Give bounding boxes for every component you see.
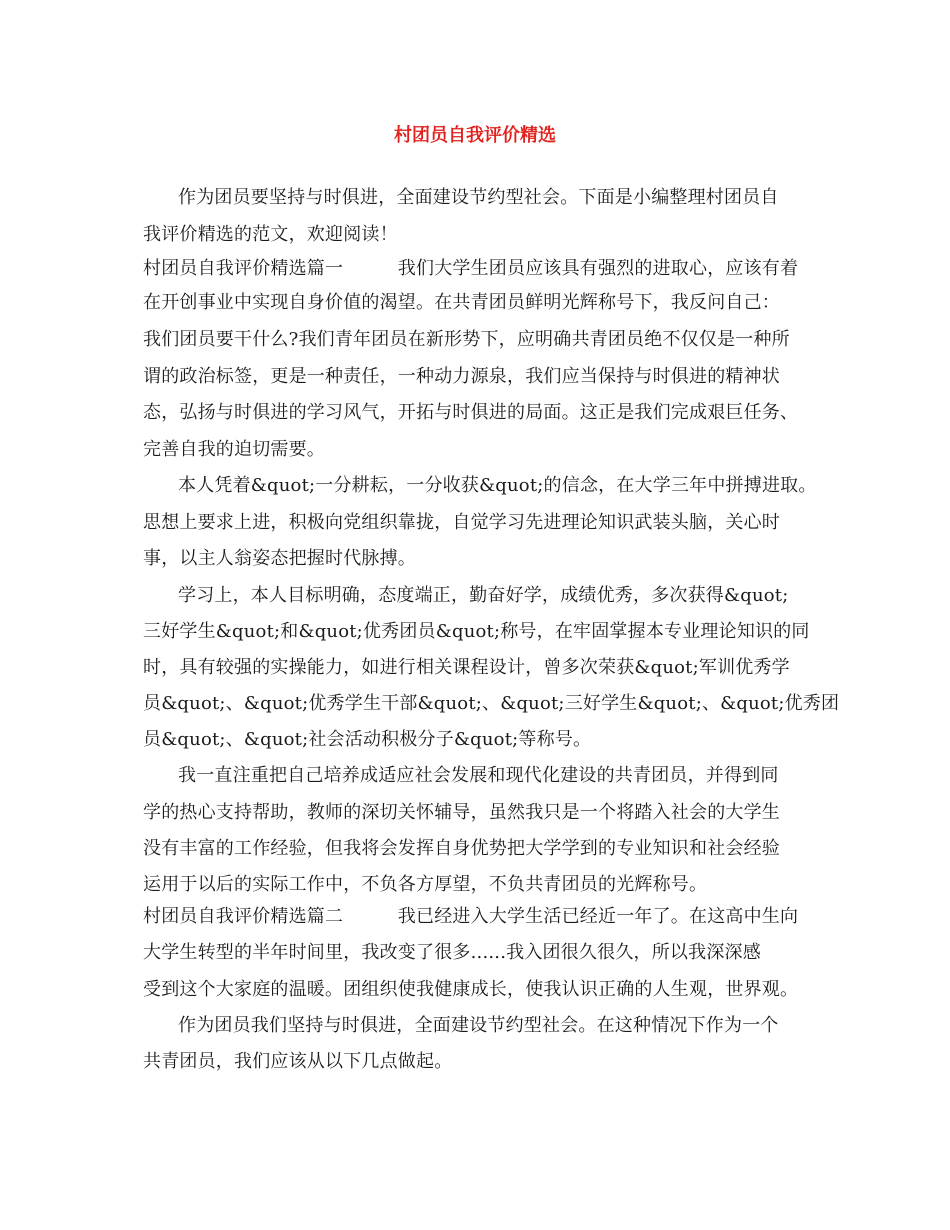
paragraph-line: 大学生转型的半年时间里，我改变了很多......我入团很久很久，所以我深深感 xyxy=(143,942,761,963)
paragraph-line: 事，以主人翁姿态把握时代脉搏。 xyxy=(143,548,416,569)
paragraph-line: 谓的政治标签，更是一种责任，一种动力源泉，我们应当保持与时俱进的精神状 xyxy=(143,366,780,387)
paragraph-line: 学习上，本人目标明确，态度端正，勤奋好学，成绩优秀，多次获得&quot; xyxy=(178,585,789,606)
paragraph-line: 态，弘扬与时俱进的学习风气，开拓与时俱进的局面。这正是我们完成艰巨任务、 xyxy=(143,402,799,423)
paragraph-line: 思想上要求上进，积极向党组织靠拢，自觉学习先进理论知识武装头脑，关心时 xyxy=(143,512,780,533)
document-title: 村团员自我评价精选 xyxy=(394,125,556,146)
paragraph-line: 员&quot;、&quot;社会活动积极分子&quot;等称号。 xyxy=(143,729,592,750)
paragraph-line: 三好学生&quot;和&quot;优秀团员&quot;称号，在牢固掌握本专业理论知识的同 xyxy=(143,621,810,642)
paragraph-line: 员&quot;、&quot;优秀学生干部&quot;、&quot;三好学生&quot;、&quot;优秀团 xyxy=(143,693,840,714)
section-heading-line: 村团员自我评价精选篇二 我已经进入大学生活已经近一年了。在这高中生向 xyxy=(143,906,799,927)
paragraph-line: 时，具有较强的实操能力，如进行相关课程设计，曾多次荣获&quot;军训优秀学 xyxy=(143,657,790,678)
paragraph-line: 共青团员，我们应该从以下几点做起。 xyxy=(143,1051,453,1072)
paragraph-line: 作为团员要坚持与时俱进，全面建设节约型社会。下面是小编整理村团员自 xyxy=(178,187,779,208)
paragraph-line: 我们团员要干什么?我们青年团员在新形势下，应明确共青团员绝不仅仅是一种所 xyxy=(143,329,790,350)
section-heading-line: 村团员自我评价精选篇一 我们大学生团员应该具有强烈的进取心，应该有着 xyxy=(143,258,799,279)
paragraph-line: 没有丰富的工作经验，但我将会发挥自身优势把大学学到的专业知识和社会经验 xyxy=(143,838,780,859)
paragraph-line: 学的热心支持帮助，教师的深切关怀辅导，虽然我只是一个将踏入社会的大学生 xyxy=(143,802,780,823)
paragraph-line: 本人凭着&quot;一分耕耘，一分收获&quot;的信念，在大学三年中拼搏进取。 xyxy=(178,475,817,496)
paragraph-line: 在开创事业中实现自身价值的渴望。在共青团员鲜明光辉称号下，我反问自己： xyxy=(143,292,780,313)
paragraph-line: 我评价精选的范文，欢迎阅读！ xyxy=(143,224,398,245)
paragraph-line: 我一直注重把自己培养成适应社会发展和现代化建设的共青团员，并得到同 xyxy=(178,765,779,786)
paragraph-line: 完善自我的迫切需要。 xyxy=(143,439,325,460)
paragraph-line: 受到这个大家庭的温暖。团组织使我健康成长，使我认识正确的人生观，世界观。 xyxy=(143,979,799,1000)
paragraph-line: 作为团员我们坚持与时俱进，全面建设节约型社会。在这种情况下作为一个 xyxy=(178,1015,779,1036)
paragraph-line: 运用于以后的实际工作中，不负各方厚望，不负共青团员的光辉称号。 xyxy=(143,874,708,895)
